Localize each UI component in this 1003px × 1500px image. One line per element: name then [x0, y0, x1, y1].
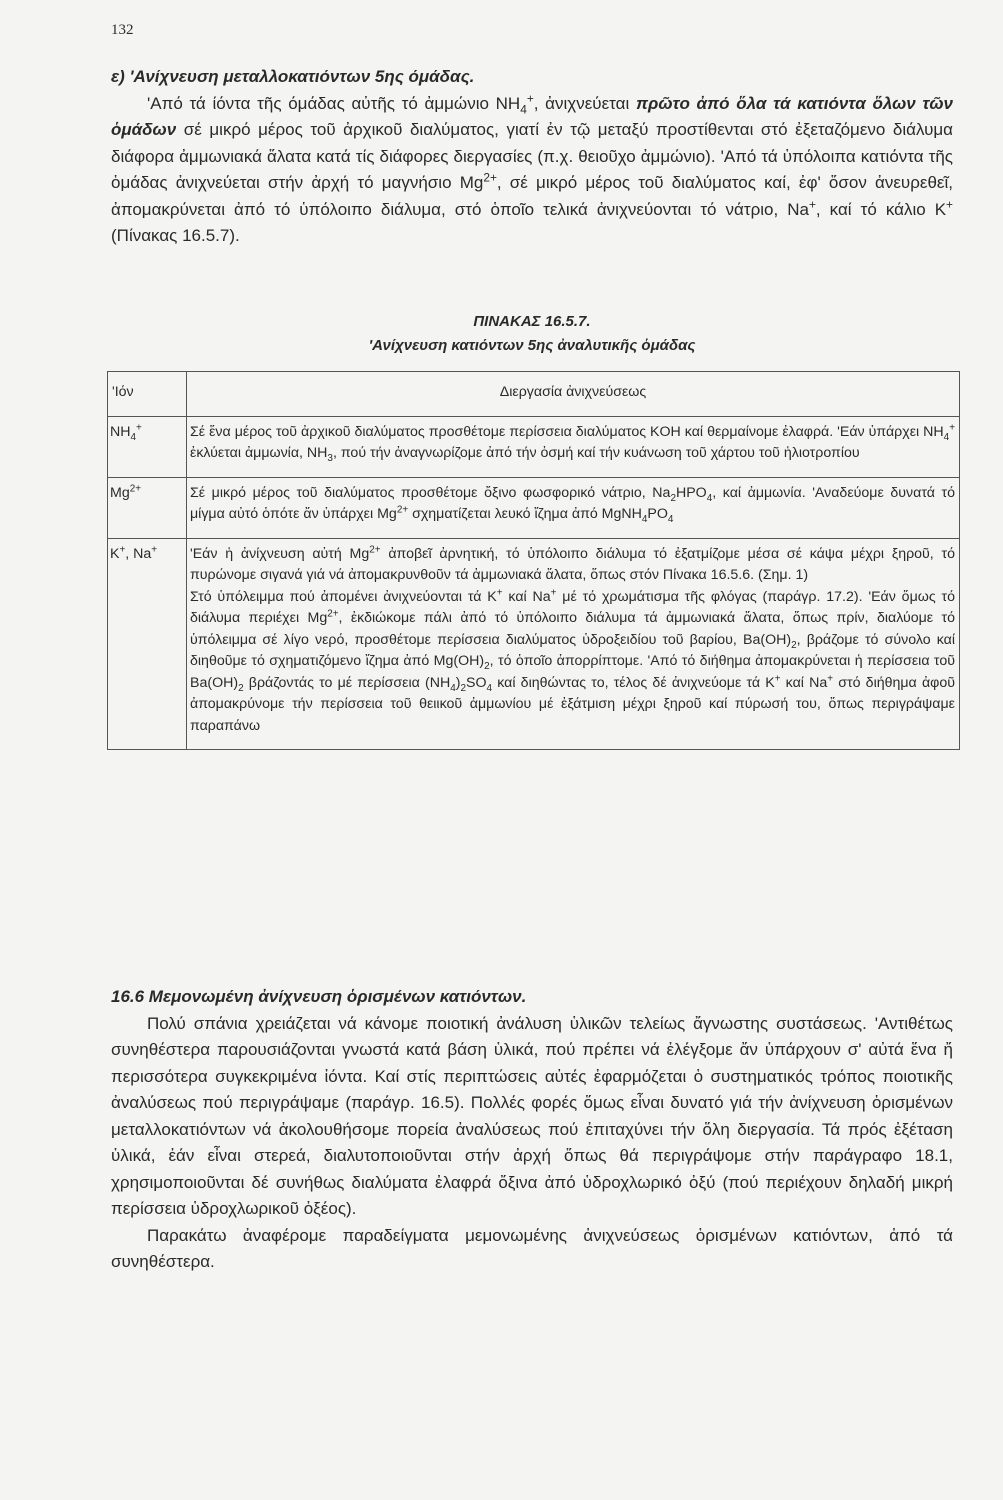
section-16-6	[111, 984, 953, 1276]
table-row	[108, 477, 960, 538]
section-16-6-paragraph-2: Παρακάτω ἀναφέρομε παραδείγματα μεμονωμένης ἀνιχνεύσεως ὁρισμένων κατιόντων, ἀπό τά συνηθέστερα.	[111, 1225, 953, 1271]
table-caption-subtitle: 'Ανίχνευση κατιόντων 5ης ἀναλυτικῆς ὁμάδας	[368, 337, 696, 354]
table-row	[108, 416, 960, 477]
table-row	[108, 538, 960, 750]
section-16-6-heading: 16.6 Μεμονωμένη ἀνίχνευση ὁρισμένων κατιόντων.	[111, 987, 527, 1006]
page-number: 132	[111, 22, 134, 38]
emphasis-text: πρῶτο ἀπό ὅλα τά κατιόντα ὅλων τῶν ὁμάδων	[111, 93, 953, 139]
process-cell: Σέ ἕνα μέρος τοῦ ἀρχικοῦ διαλύματος προσθέτομε περίσσεια διαλύματος KOH καί θερμαίνομε ἐλαφρά. 'Εάν ὑπάρχει $NH_4^+$ ἐκλύεται ἀμμωνία, $NH_3$, πού τήν ἀναγνωρίζομε ἀπό τήν ὀσμή καί τήν κυάνωση τοῦ χάρτου τοῦ ἡλιοτροπίου	[187, 416, 960, 477]
header-ion: 'Ιόν	[108, 372, 187, 417]
process-cell: Σέ μικρό μέρος τοῦ διαλύματος προσθέτομε ὄξινο φωσφορικό νάτριο, $Na_2HPO_4$, καί ἀμμωνία. 'Αναδεύομε δυνατά τό μίγμα αὐτό ὁπότε ἄν ὑπάρχει $Mg^{2+}$ σχηματίζεται λευκό ἴζημα ἀπό $MgNH_4PO_4$	[187, 477, 960, 538]
section-16-6-paragraph-1: Πολύ σπάνια χρειάζεται νά κάνομε ποιοτική ἀνάλυση ὑλικῶν τελείως ἄγνωστης συστάσεως. 'Αντιθέτως συνηθέστερα παρουσιάζονται γνωστά κατά βάση ὑλικά, πού πρέπει νά ἐλέγξομε ἄν ὑπάρχουν σ' αὐτά ἕνα ἤ περισσότερα συγκεκριμένα ἰόντα. Καί στίς περιπτώσεις αὐτές ἐφαρμόζεται ὁ συστηματικός τρόπος ποιοτικῆς ἀναλύσεως πού περιγράψαμε (παράγρ. 16.5). Πολλές φορές ὅμως εἶναι δυνατό γιά τήν ἀνίχνευση ὁρισμένων μεταλλοκατιόντων νά ἀκολουθήσομε πορεία ἀναλύσεως πού ἐπιταχύνει τήν ὅλη διεργασία. Τά πρός ἐξέταση ὑλικά, ἐάν εἶναι στερεά, διαλυτοποιοῦνται στήν ἀρχή ὅπως θά περιγράψομε στήν παράγραφο 18.1, χρησιμοποιοῦνται δέ συνήθως διαλύματα ἐλαφρά ὄξινα ἀπό ὑδροχλωρικό ὀξύ (πού περιέχουν δηλαδή μικρή περίσσεια ὑδροχλωρικοῦ ὀξέος).	[111, 1013, 953, 1218]
table-caption	[111, 310, 953, 358]
header-process: Διεργασία ἀνιχνεύσεως	[187, 372, 960, 417]
section-e-heading: ε) 'Ανίχνευση μεταλλοκατιόντων 5ης όμάδας.	[111, 67, 475, 86]
cation-detection-table	[107, 371, 960, 750]
process-cell: 'Εάν ἡ ἀνίχνευση αὐτή $Mg^{2+}$ ἀποβεῖ ἀρνητική, τό ὑπόλοιπο διάλυμα τό ἐξατμίζομε μέσα σέ κάψα μέχρι ξηροῦ, τό πυρώνομε σιγανά γιά νά ἀπομακρυνθοῦν τά ἀμμωνιακά ἅλατα, ὅπως στόν Πίνακα 16.5.6. (Σημ. 1) Στό ὑπόλειμμα πού ἀπομένει ἀνιχνεύονται τά K+ καί Na+ μέ τό χρωμάτισμα τῆς φλόγας (παράγρ. 17.2). 'Εάν ὅμως τό διάλυμα περιέχει $Mg^{2+}$, ἐκδιώκομε πάλι ἀπό τό ὑπόλοιπο διάλυμα τά ἀμμωνιακά ἅλατα, ὅπως πρίν, διαλύομε τό ὑπόλειμμα σέ λίγο νερό, προσθέτομε περίσσεια διαλύματος ὑδροξειδίου τοῦ βαρίου, $Ba(OH)_2$, βράζομε τό σύνολο καί διηθοῦμε τό σχηματιζόμενο ἴζημα ἀπό $Mg(OH)_2$, τό ὁποῖο ἀπορρίπτομε. 'Από τό διήθημα ἀπομακρύνεται ἡ περίσσεια τοῦ $Ba(OH)_2$ βράζοντάς το μέ περίσσεια $(NH_4)_2SO_4$ καί διηθώντας το, τέλος δέ ἀνιχνεύομε τά K+ καί Na+ στό διήθημα ἀφοῦ ἀπομακρύνομε τήν περίσσεια τοῦ θειικοῦ ἀμμωνίου μέ ἐξάτμιση μέχρι ξηροῦ καί πύρωσή του, ὅπως περιγράψαμε παραπάνω	[187, 538, 960, 750]
table-caption-title: ΠΙΝΑΚΑΣ 16.5.7.	[473, 313, 591, 330]
table-header-row	[108, 372, 960, 417]
section-e	[111, 64, 953, 250]
ion-cell: $NH_4^+$	[108, 416, 187, 477]
section-e-paragraph: 'Από τά ίόντα τῆς όμάδας αὐτῆς τό ἀμμώνιο $NH_4^+$, ἀνιχνεύεται πρῶτο ἀπό ὅλα τά κατιόντα ὅλων τῶν ὁμάδων σέ μικρό μέρος τοῦ ἀρχικοῦ διαλύματος, γιατί ἐν τῷ μεταξύ προστίθενται στό ἐξεταζόμενο διάλυμα διάφορα ἀμμωνιακά ἅλατα κατά τίς διάφορες διεργασίες (π.χ. θειοῦχο ἀμμώνιο). 'Από τά ὑπόλοιπα κατιόντα τῆς ὁμάδας ἀνιχνεύεται στήν ἀρχή τό μαγνήσιο $Mg^{2+}$, σέ μικρό μέρος τοῦ διαλύματος καί, ἐφ' ὅσον ἀνευρεθεῖ, ἀπομακρύνεται ἀπό τό ὑπόλοιπο διάλυμα, στό ὁποῖο τελικά ἀνιχνεύονται τό νάτριο, Na+, καί τό κάλιο K+ (Πίνακας 16.5.7).	[111, 90, 953, 245]
ion-cell: K+, Na+	[108, 538, 187, 750]
ion-cell: $Mg^{2+}$	[108, 477, 187, 538]
